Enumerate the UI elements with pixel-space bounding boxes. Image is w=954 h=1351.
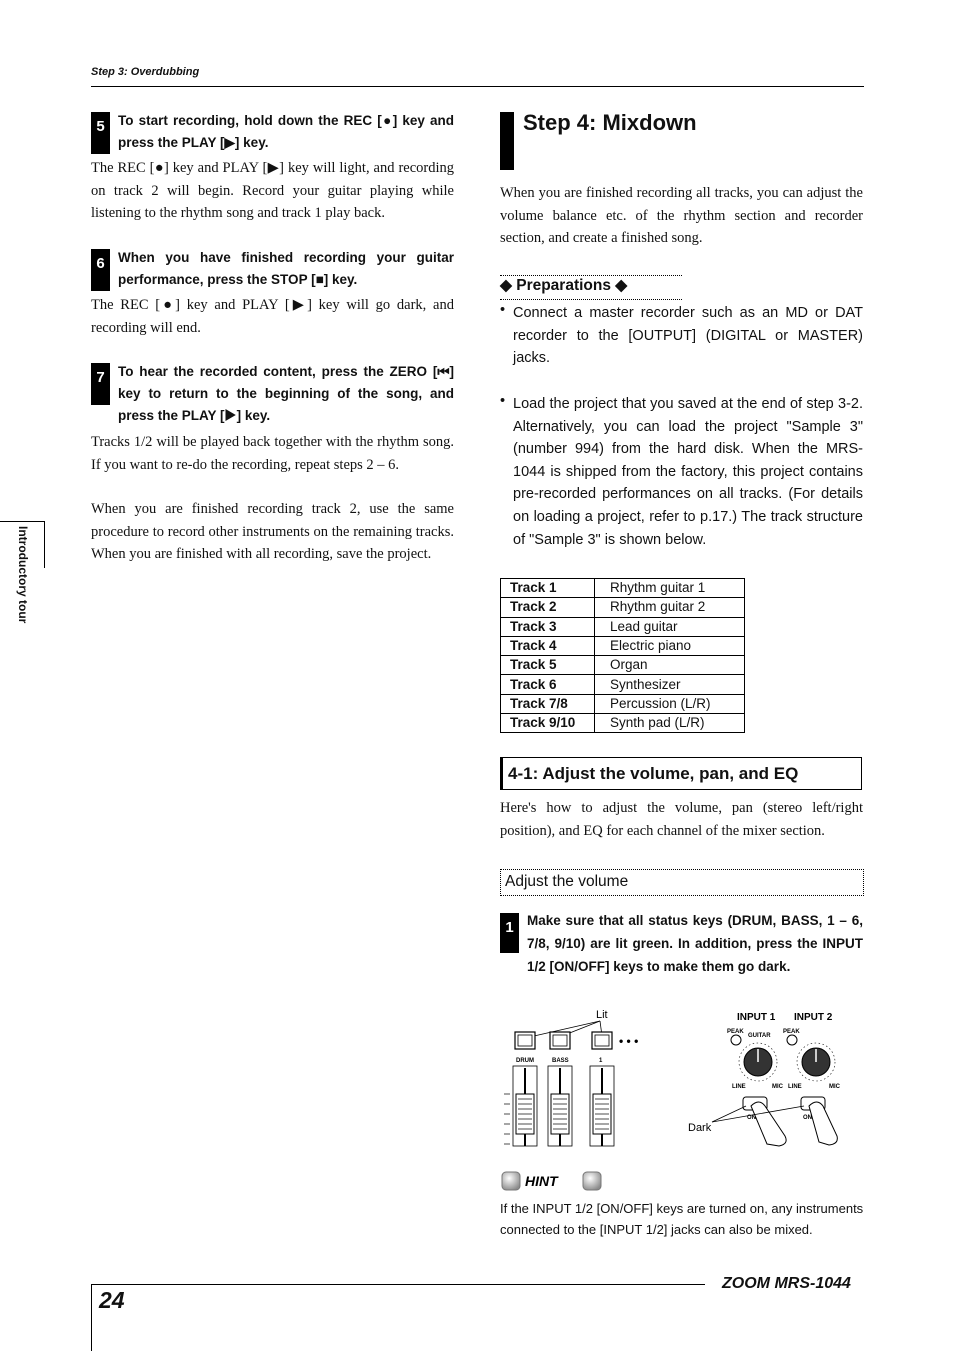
title-bar [500, 112, 514, 170]
instrument-cell: Organ [595, 656, 745, 675]
hint-badge [500, 1170, 604, 1192]
footer-rule-vertical [91, 1284, 92, 1351]
mixer-figure [496, 1002, 866, 1152]
model-name: ZOOM MRS-1044 [722, 1275, 851, 1292]
instrument-cell: Rhythm guitar 1 [595, 579, 745, 598]
peak-led-2 [787, 1035, 797, 1045]
section-heading-box [500, 757, 862, 790]
track-row [501, 598, 745, 617]
step-1-heading: Make sure that all status keys (DRUM, BASS, 1 – 6, 7/8, 9/10) are lit green. In addition, press the INPUT 1/2 [ON/OFF] keys to make them go dark. [527, 913, 863, 974]
preparations-rule-bottom [500, 299, 682, 300]
input2-label: INPUT 2 [794, 1012, 833, 1023]
bass-label: BASS [552, 1058, 569, 1064]
track-row [501, 656, 745, 675]
step-7-body: Tracks 1/2 will be played back together with the rhythm song. If you want to re-do the recording, repeat steps 2 – 6. [91, 434, 454, 473]
finger-2 [809, 1102, 837, 1145]
drum-label: DRUM [516, 1058, 534, 1064]
step-5-heading: To start recording, hold down the REC [●] key and press the PLAY [▶] key. [118, 113, 454, 150]
step-5-body: The REC [●] key and PLAY [▶] key will light, and recording on track 2 will begin. Record your guitar playing while listening to the rhythm song and track 1 play back. [91, 160, 454, 221]
track-row [501, 617, 745, 636]
instrument-cell: Synthesizer [595, 675, 745, 694]
track-name-cell: Track 1 [501, 579, 595, 598]
step-number-6: 6 [91, 249, 110, 291]
running-header: Step 3: Overdubbing [91, 66, 200, 78]
line-label-1: LINE [732, 1084, 746, 1090]
on-label-1: ON [747, 1115, 756, 1121]
track-name-cell: Track 2 [501, 598, 595, 617]
header-rule [91, 86, 864, 87]
bullet-dot-2: • [500, 393, 506, 409]
track-name-cell: Track 6 [501, 675, 595, 694]
track-table [500, 578, 745, 733]
instrument-cell: Synth pad (L/R) [595, 714, 745, 733]
guitar-label: GUITAR [748, 1033, 771, 1039]
step-number-1: 1 [500, 913, 519, 953]
mixdown-intro: When you are finished recording all tracks, you can adjust the volume balance etc. of the rhythm section and recorder section, and create a finished song. [500, 185, 863, 246]
track-name-cell: Track 4 [501, 636, 595, 655]
track-row [501, 675, 745, 694]
preparations-heading: ◆ Preparations ◆ [500, 277, 628, 294]
peak-led-1 [731, 1035, 741, 1045]
track-name-cell: Track 5 [501, 656, 595, 675]
bullet-1: Connect a master recorder such as an MD or DAT recorder to the [OUTPUT] (DIGITAL or MASTER) jacks. [513, 305, 863, 367]
subsection-heading: Adjust the volume [505, 873, 629, 890]
footer-rule [91, 1284, 705, 1285]
track-name-cell: Track 9/10 [501, 714, 595, 733]
section-intro: Here's how to adjust the volume, pan (stereo left/right position), and EQ for each channel of the mixer section. [500, 800, 863, 839]
ellipsis: • • • [619, 1034, 639, 1048]
on-label-2: ON [803, 1115, 812, 1121]
track-row [501, 579, 745, 598]
dark-label: Dark [688, 1122, 712, 1134]
mic-label-2: MIC [829, 1084, 840, 1090]
track-name-cell: Track 7/8 [501, 694, 595, 713]
bullet-2: Load the project that you saved at the end of step 3-2. Alternatively, you can load the project "Sample 3" (number 994) from the hard disk. When the MRS-1044 is shipped from the factory, this project contains pre-recorded performances on all tracks. (For details on loading a project, refer to p.17.) The track structure of "Sample 3" is shown below. [513, 396, 863, 548]
page-title: Step 4: Mixdown [523, 110, 697, 135]
track-name-cell: Track 3 [501, 617, 595, 636]
subsection-box [500, 869, 864, 896]
hint-text: If the INPUT 1/2 [ON/OFF] keys are turned on, any instruments connected to the [INPUT 1/2] jacks can also be mixed. [500, 1201, 864, 1237]
step-number-7: 7 [91, 363, 110, 405]
step-number-5: 5 [91, 112, 110, 154]
side-tab-label: Introductory tour [16, 526, 30, 624]
track-row [501, 636, 745, 655]
hint-label: HINT [525, 1173, 558, 1189]
peak-label-1: PEAK [727, 1029, 744, 1035]
finger-1 [751, 1102, 786, 1146]
input1-label: INPUT 1 [737, 1012, 776, 1023]
step-6-heading: When you have finished recording your guitar performance, press the STOP [■] key. [118, 250, 454, 287]
instrument-cell: Lead guitar [595, 617, 745, 636]
lit-label: Lit [596, 1009, 608, 1021]
track-row [501, 694, 745, 713]
step-7-heading: To hear the recorded content, press the ZERO [⏮] key to return to the beginning of the song, and press the PLAY [▶] key. [118, 364, 454, 423]
track-row [501, 714, 745, 733]
step-6-body: The REC [●] key and PLAY [▶] key will go dark, and recording will end. [91, 297, 454, 336]
line-label-2: LINE [788, 1084, 802, 1090]
track1-label: 1 [599, 1058, 603, 1064]
instrument-cell: Electric piano [595, 636, 745, 655]
mic-label-1: MIC [772, 1084, 783, 1090]
bullet-dot-1: • [500, 302, 506, 318]
hint-bulb-right [583, 1172, 601, 1190]
closing-paragraph: When you are finished recording track 2, use the same procedure to record other instruments on the remaining tracks. When you are finished with all recording, save the project. [91, 501, 454, 562]
page-number: 24 [99, 1287, 125, 1313]
peak-label-2: PEAK [783, 1029, 800, 1035]
hint-bulb-left [502, 1172, 520, 1190]
section-heading: 4-1: Adjust the volume, pan, and EQ [508, 764, 799, 783]
instrument-cell: Percussion (L/R) [595, 694, 745, 713]
instrument-cell: Rhythm guitar 2 [595, 598, 745, 617]
